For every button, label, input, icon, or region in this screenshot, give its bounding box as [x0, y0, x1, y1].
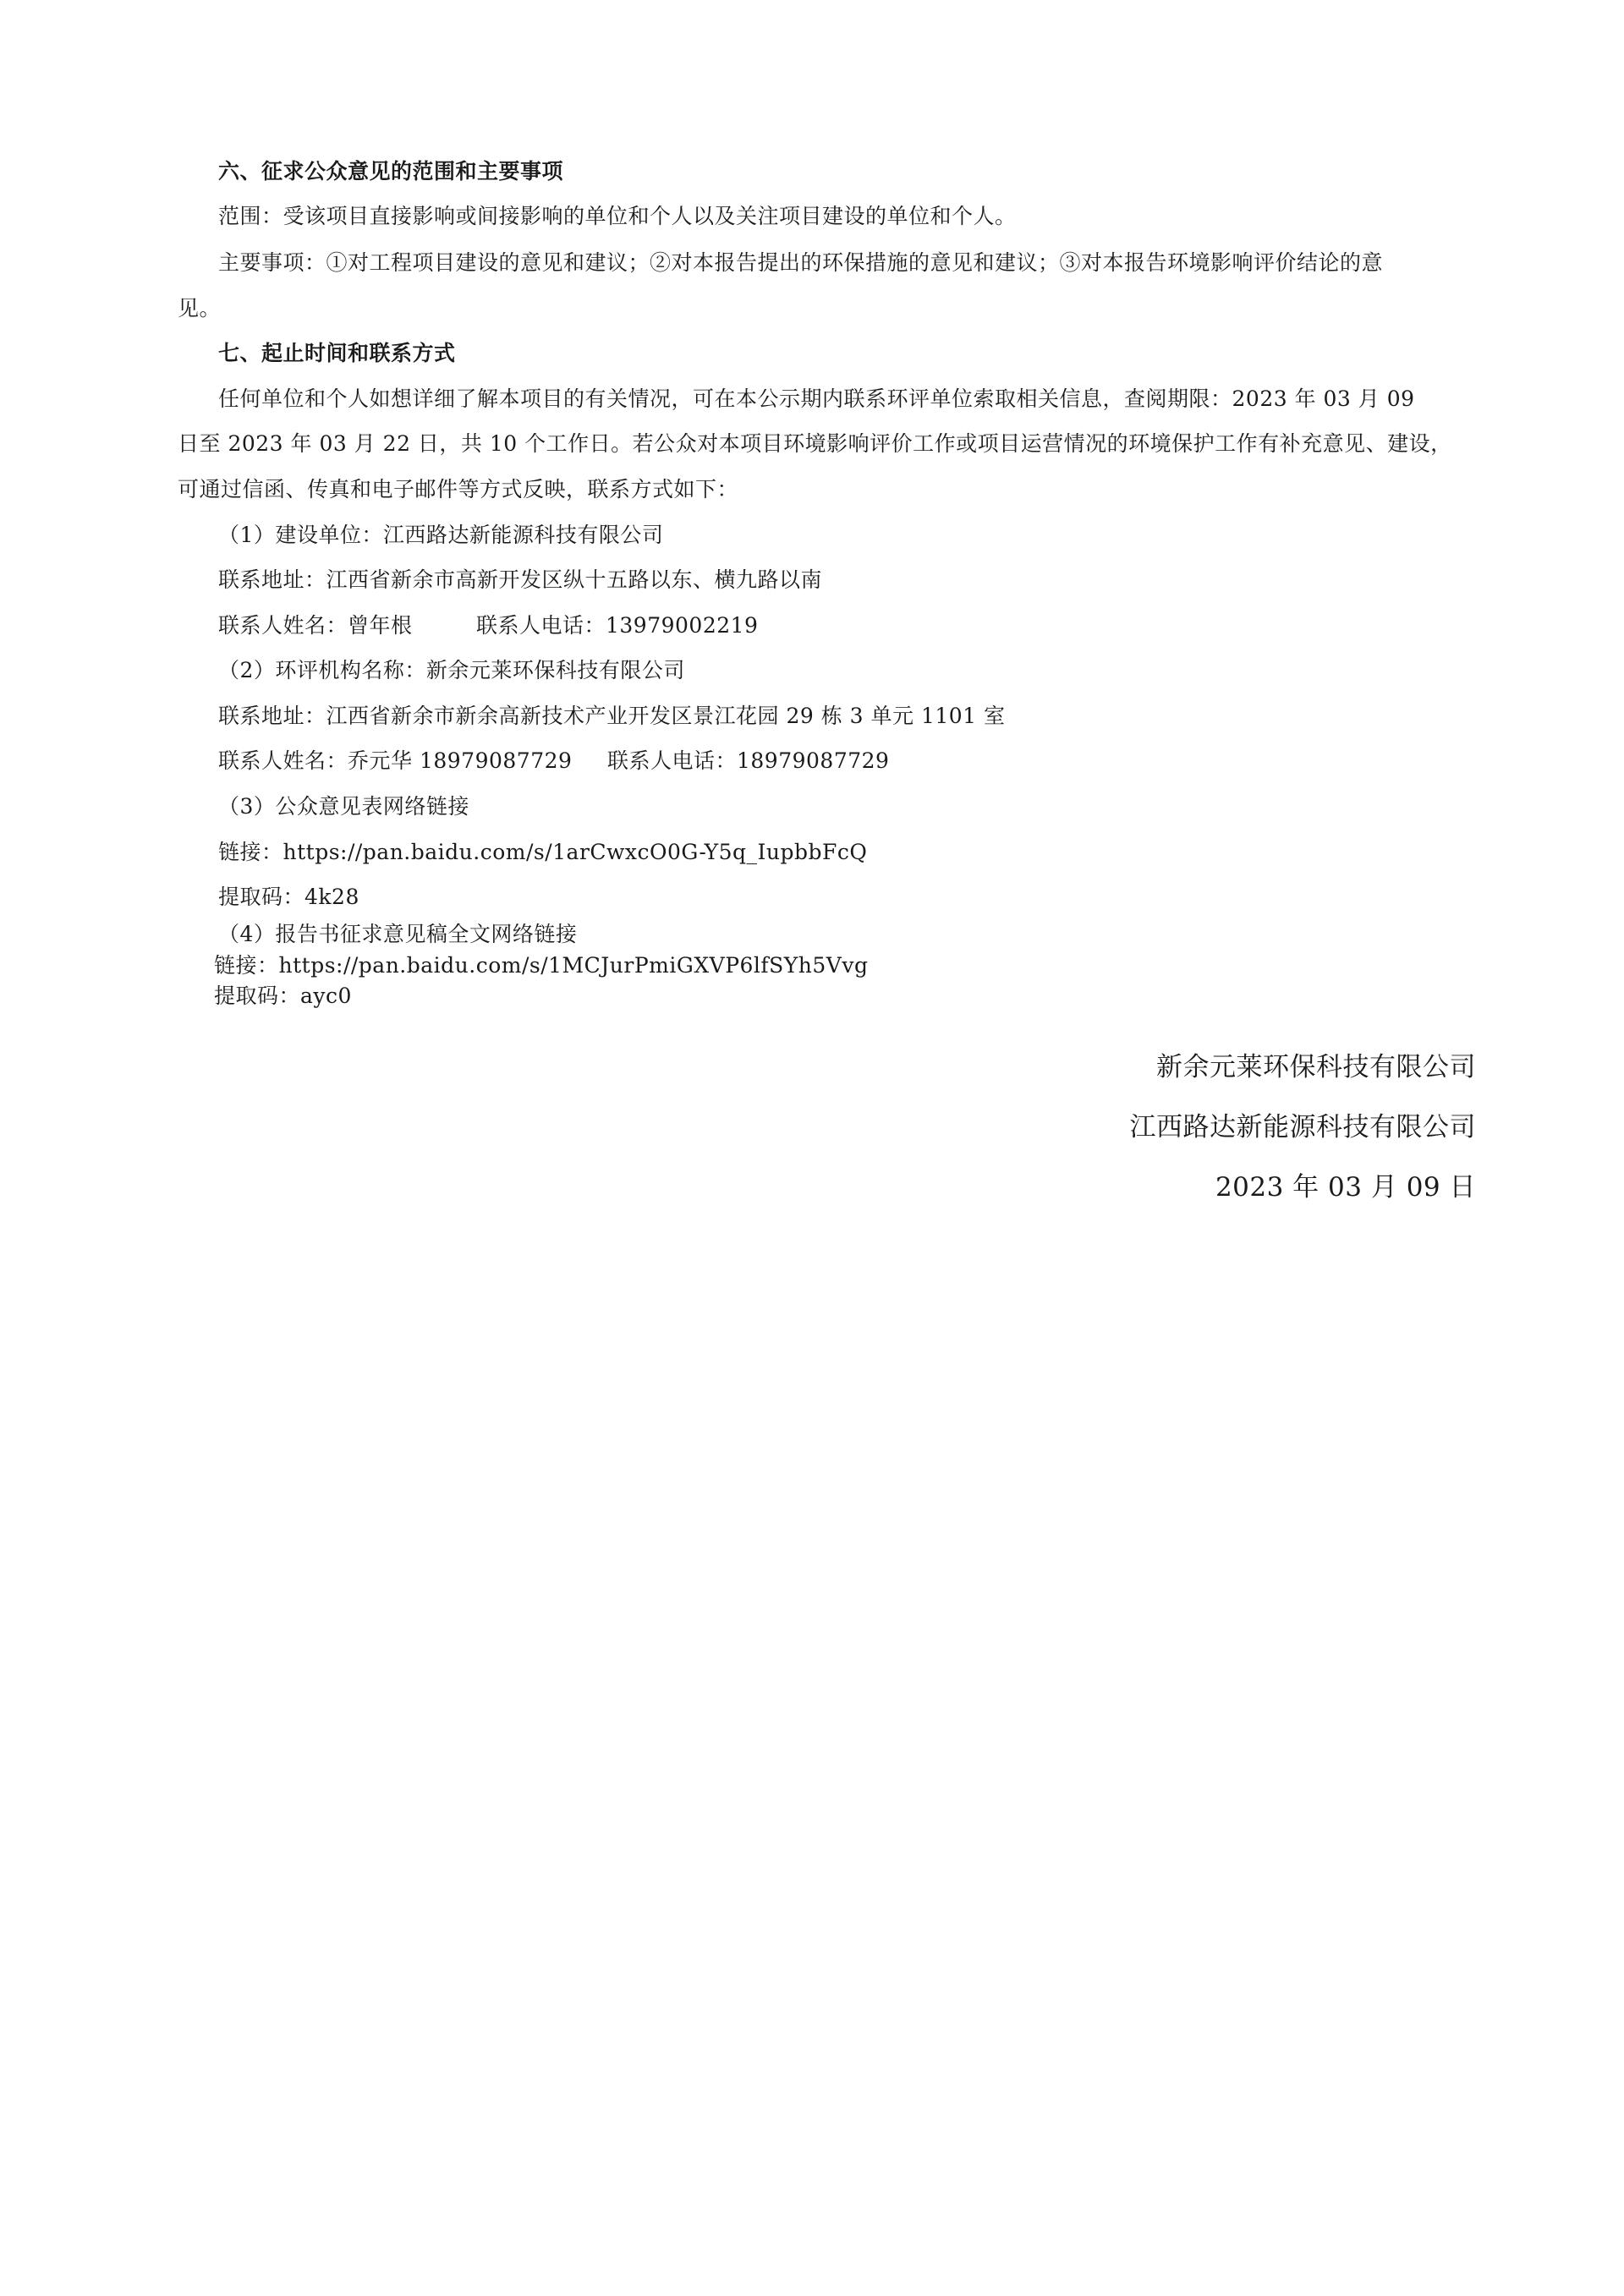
report-title: （4）报告书征求意见稿全文网络链接: [218, 922, 578, 946]
builder-contact-name: 联系人姓名：曾年根: [218, 613, 413, 638]
section6-scope: 范围：受该项目直接影响或间接影响的单位和个人以及关注项目建设的单位和个人。: [218, 204, 1017, 228]
section7-intro-line1: 任何单位和个人如想详细了解本项目的有关情况，可在本公示期内联系环评单位索取相关信息，查阅期限：2023 年 03 月 09: [218, 386, 1415, 411]
eia-address: 联系地址：江西省新余市新余高新技术产业开发区景江花园 29 栋 3 单元 1101 室: [218, 704, 1006, 728]
eia-title: （2）环评机构名称：新余元莱环保科技有限公司: [218, 658, 685, 682]
signature-org2: 江西路达新能源科技有限公司: [1129, 1112, 1476, 1143]
section7-heading: 七、起止时间和联系方式: [218, 341, 456, 365]
section7-intro-line2: 日至 2023 年 03 月 22 日，共 10 个工作日。若公众对本项目环境影响评价工作或项目运营情况的环境保护工作有补充意见、建设，: [178, 431, 1452, 456]
builder-contact-phone: 联系人电话：13979002219: [476, 613, 759, 638]
eia-contact-phone: 联系人电话：18979087729: [607, 748, 890, 773]
section6-matters-line1: 主要事项：①对工程项目建设的意见和建议；②对本报告提出的环保措施的意见和建议；③对本报告环境影响评价结论的意: [218, 250, 1384, 275]
section7-intro-line3: 可通过信函、传真和电子邮件等方式反映，联系方式如下：: [178, 477, 739, 501]
signature-org1: 新余元莱环保科技有限公司: [1156, 1052, 1476, 1082]
report-code: 提取码：ayc0: [214, 984, 352, 1008]
form-code: 提取码：4k28: [218, 885, 359, 909]
eia-contact-name: 联系人姓名：乔元华 18979087729: [218, 748, 573, 773]
section6-matters-line2: 见。: [178, 296, 222, 321]
report-link[interactable]: 链接：https://pan.baidu.com/s/1MCJurPmiGXVP6lfSYh5Vvg: [214, 953, 869, 978]
section6-heading: 六、征求公众意见的范围和主要事项: [218, 159, 564, 184]
form-title: （3）公众意见表网络链接: [218, 794, 469, 819]
builder-title: （1）建设单位：江西路达新能源科技有限公司: [218, 523, 664, 547]
builder-address: 联系地址：江西省新余市高新开发区纵十五路以东、横九路以南: [218, 567, 823, 592]
signature-date: 2023 年 03 月 09 日: [1215, 1172, 1476, 1203]
form-link[interactable]: 链接：https://pan.baidu.com/s/1arCwxcO0G-Y5q_IupbbFcQ: [218, 840, 868, 864]
